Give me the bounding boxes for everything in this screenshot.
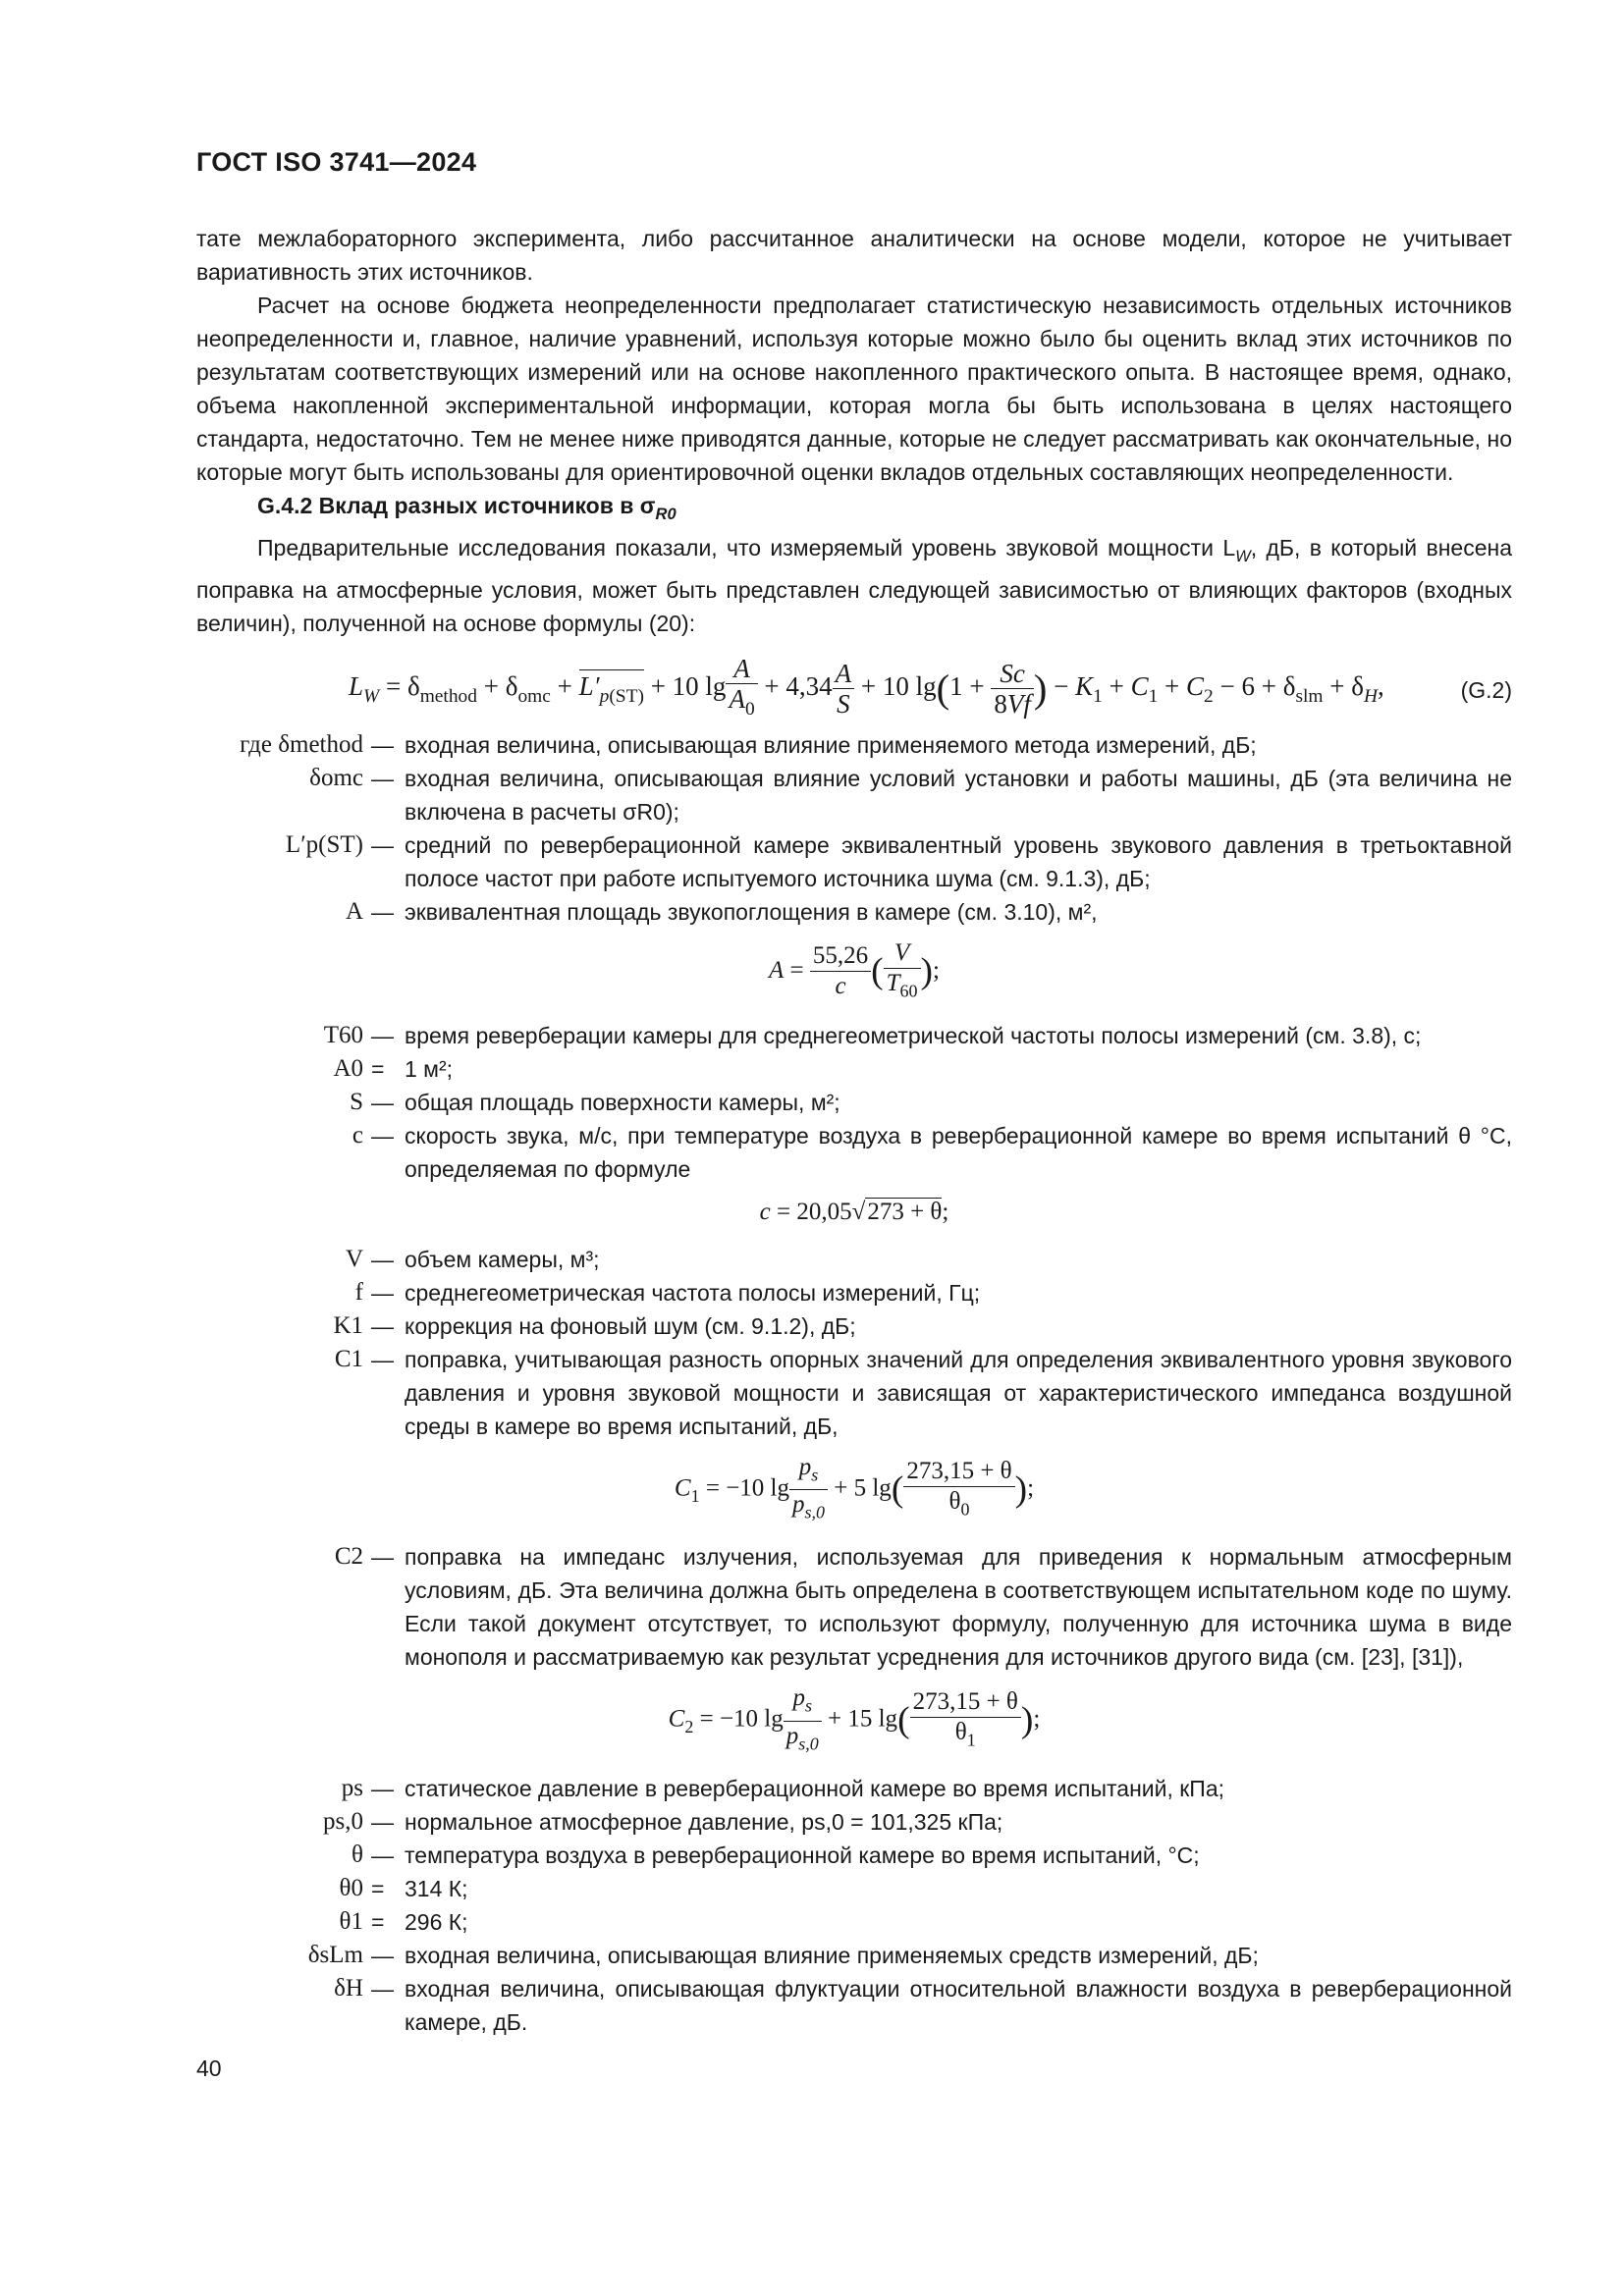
section-title: G.4.2 Вклад разных источников в σ <box>257 493 656 518</box>
formula-c: c = 20,05√273 + θ; <box>759 1198 949 1225</box>
definition-item: C1 — поправка, учитывающая разность опорных значений для определения эквивалентного уровня звукового давления и уровня звуковой мощности и зависящая от характеристического импеданса воздушной среды в камере во время испытаний, дБ, <box>334 1345 1512 1439</box>
definition-item: θ — температура воздуха в реверберационной камере во время испытаний, °С; <box>352 1842 1200 1869</box>
paragraph-continuation: тате межлабораторного эксперимента, либо рассчитанное аналитически на основе модели, которое не учитывает вариативность этих источников. <box>196 226 1512 285</box>
document-header: ГОСТ ISO 3741—2024 <box>196 147 477 177</box>
equation-g2 <box>196 654 1512 722</box>
definition-item: ps,0 — нормальное атмосферное давление, ps,0 = 101,325 кПа; <box>323 1808 1003 1836</box>
definitions-list <box>196 728 1512 2039</box>
definition-item: c — скорость звука, м/с, при температуре воздуха в реверберационной камере во время испытаний θ °С, определяемая по формуле <box>352 1121 1512 1182</box>
paragraph-uncertainty-budget: Расчет на основе бюджета неопределенности предполагает статистическую независимость отдельных источников неопределенности и, главное, наличие уравнений, используя которые можно было бы оценить вклад этих источников по результатам соответствующих измерений или на основе накопленного практического опыта. В настоящее время, однако, объема накопленной экспериментальной информации, которая могла бы быть использована в целях настоящего стандарта, недостаточно. Тем не менее ниже приводятся данные, которые не следует рассматривать как окончательные, но которые могут быть использованы для ориентировочной оценки вкладов отдельных составляющих неопределенности. <box>196 293 1512 485</box>
definition-item: L′p(ST) — средний по реверберационной камере эквивалентный уровень звукового давления в третьоктавной полосе частот при работе испытуемого источника шума (см. 9.1.3), дБ; <box>285 830 1512 891</box>
paragraph-preliminary-studies <box>196 531 1512 640</box>
definition-item: где δmethod — входная величина, описывающая влияние применяемого метода измерений, дБ; <box>240 730 1257 758</box>
definition-item: δomc — входная величина, описывающая влияние условий установки и работы машины, дБ (эта величина не включена в расчеты σR0); <box>309 764 1512 825</box>
equation-number: (G.2) <box>1460 676 1512 703</box>
formula-c1: $C_1 = -10$ lg $\frac{p_s}{p_{s,0}}$ + 5 lg( $\frac{273,15 + \theta}{\theta_0}$ ); <box>674 1453 1035 1522</box>
definition-item: δsLm — входная величина, описывающая влияние применяемых средств измерений, дБ; <box>307 1942 1259 1969</box>
page-number: 40 <box>196 2056 222 2081</box>
definition-item: V — объем камеры, м³; <box>345 1245 600 1272</box>
definition-item: ps — статическое давление в реверберационной камере во время испытаний, кПа; <box>341 1775 1225 1802</box>
definition-item: θ0 = 314 К; <box>339 1875 468 1902</box>
paragraph-part-b: , дБ, в который внесена поправка на атмосферные условия, может быть представлен следующей зависимостью от влияющих факторов (входных величин), полученной на основе формулы (20): <box>196 534 1512 636</box>
lw-subscript: W <box>1235 546 1251 565</box>
definition-item: A0 = 1 м²; <box>333 1054 454 1082</box>
paragraph-part-a: Предварительные исследования показали, что измеряемый уровень звуковой мощности L <box>257 534 1236 561</box>
definition-item: δH — входная величина, описывающая флуктуации относительной влажности воздуха в реверберационной камере, дБ. <box>334 1975 1512 2036</box>
section-heading <box>257 489 1512 531</box>
definition-item: θ1 = 296 К; <box>339 1908 468 1936</box>
definition-item: f — среднегеометрическая частота полосы измерений, Гц; <box>354 1278 981 1306</box>
definition-item: K1 — коррекция на фоновый шум (см. 9.1.2), дБ; <box>333 1311 856 1339</box>
formula-c2: $C_2 = -10$ lg $\frac{p_s}{p_{s,0}}$ + 15 lg( $\frac{273,15 + \theta}{\theta_1}$ ); <box>668 1684 1041 1754</box>
document-body <box>196 222 1512 2039</box>
definition-item: A — эквивалентная площадь звукопоглощения в камере (см. 3.10), м², <box>345 897 1098 925</box>
formula-a: A = $\frac{55,26}{c}$ ( $\frac{V}{T_{60}}$ ); <box>769 938 940 1000</box>
section-title-subscript: R0 <box>655 504 677 523</box>
definition-item: C2 — поправка на импеданс излучения, используемая для приведения к нормальным атмосферным условиям, дБ. Эта величина должна быть определена в соответствующем испытательном коде по шуму. Если такой документ отсутствует, то используют формулу, полученную для источника шума в виде монополя и рассматриваемую как результат усреднения для источников другого вида (см. [23], [31]), <box>334 1543 1512 1671</box>
definition-item: T60 — время реверберации камеры для среднегеометрической частоты полосы измерений (см. 3.8), с; <box>323 1021 1422 1048</box>
equation-g2-formula: $L_W = \delta_{method} + \delta_{omc} + L'_{p(ST)} + 10$ lg $\frac{A}{A_0}$ + 4,34 $\frac{A}{S}$ + 10 lg(1 + $\frac{Sc}{8Vf}$ ) − $K_1 + C_1 + C_2 - 6 + \delta_{slm} + \delta_H$, <box>349 653 1384 720</box>
definition-item: S — общая площадь поверхности камеры, м²; <box>350 1088 840 1115</box>
